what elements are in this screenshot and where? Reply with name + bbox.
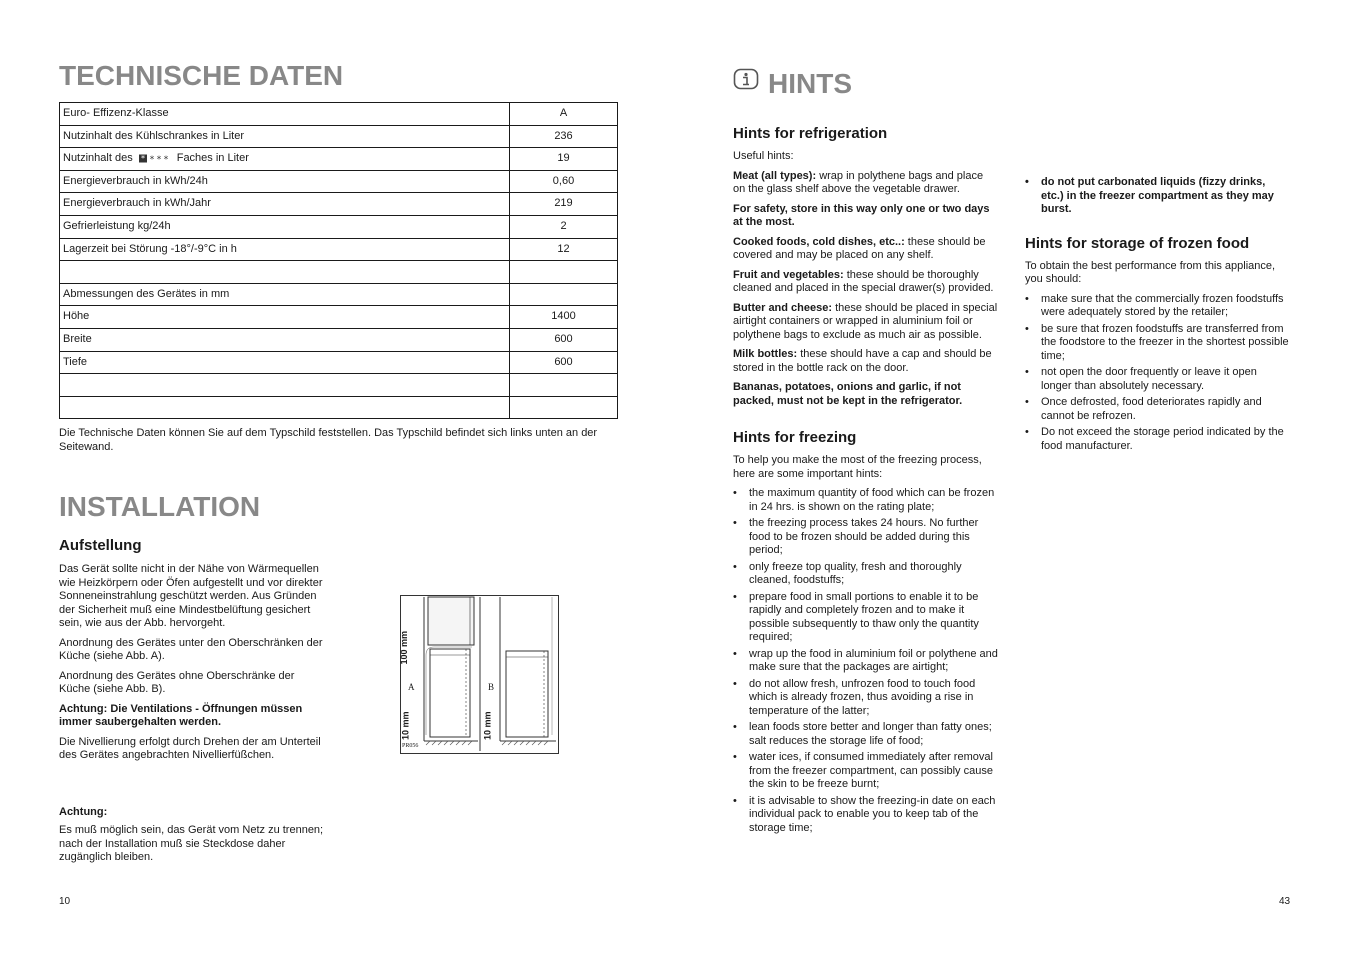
spec-row xyxy=(60,193,618,216)
spec-label: Energieverbrauch in kWh/24h xyxy=(60,170,510,193)
frozen-intro: To obtain the best performance from this appliance, you should: xyxy=(1025,259,1276,285)
spec-row xyxy=(60,238,618,261)
hints-column-2 xyxy=(1025,176,1290,456)
refrigeration-heading: Hints for refrigeration xyxy=(733,125,888,142)
spec-label: Tiefe xyxy=(60,351,510,374)
hint-carbonated: • do not put carbonated liquids (fizzy drinks, etc.) in the freezer compartment as they may burst. xyxy=(1025,176,1290,217)
spec-value: 2 xyxy=(510,215,618,238)
spec-row xyxy=(60,351,618,374)
hint-safety: For safety, store in this way only one or two days at the most. xyxy=(733,202,990,228)
freezing-list-item: • do not allow fresh, unfrozen food to touch food which is already frozen, thus avoiding a rise in temperature of the latter; xyxy=(733,678,998,719)
freezing-list-item: • the maximum quantity of food which can be frozen in 24 hrs. is shown on the rating plate; xyxy=(733,487,998,514)
installation-para-2: Anordnung des Gerätes unter den Oberschränken der Küche (siehe Abb. A). xyxy=(59,636,323,662)
spec-value: 600 xyxy=(510,351,618,374)
spec-label: Breite xyxy=(60,328,510,351)
spec-row xyxy=(60,328,618,351)
achtung-label: Achtung: xyxy=(59,806,108,818)
label-b: B xyxy=(488,682,495,692)
label-100mm: 100 mm xyxy=(399,630,410,665)
spec-value: 19 xyxy=(510,148,618,171)
spec-value: 600 xyxy=(510,328,618,351)
freezer-star-icon xyxy=(139,154,171,163)
page-number-right: 43 xyxy=(1279,896,1291,907)
achtung-text: Es muß möglich sein, das Gerät vom Netz zu trennen; nach der Installation muß sie Steckdose daher zugänglich bleiben. xyxy=(59,824,324,863)
spec-label xyxy=(60,396,510,419)
freezing-list xyxy=(733,487,998,835)
hint-meat: Meat (all types): wrap in polythene bags and place on the glass shelf above the vegetable drawer. xyxy=(733,169,984,195)
spec-label: Nutzinhalt des * * * * Faches in Liter xyxy=(60,148,510,171)
frozen-list-item: • be sure that frozen foodstuffs are transferred from the foodstore to the freezer in the shortest possible time; xyxy=(1025,323,1290,364)
freezing-heading: Hints for freezing xyxy=(733,429,857,446)
freezing-list-item: • it is advisable to show the freezing-in date on each individual pack to enable you to keep tab of the storage time; xyxy=(733,795,998,836)
hint-cooked: Cooked foods, cold dishes, etc..: these should be covered and may be placed on any shelf. xyxy=(733,235,986,261)
spec-table-wrapper xyxy=(59,102,618,419)
spec-value: 236 xyxy=(510,125,618,148)
svg-text:*: * xyxy=(149,154,154,163)
svg-text:*: * xyxy=(156,154,161,163)
info-icon xyxy=(733,68,761,92)
installation-warning: Achtung: Die Ventilations - Öffnungen müssen immer saubergehalten werden. xyxy=(59,702,303,728)
spec-note: Die Technische Daten können Sie auf dem Typschild feststellen. Das Typschild befindet sich links unten an der Seitewand. xyxy=(59,427,598,453)
freezing-list-item: • lean foods store better and longer than fatty ones; salt reduces the storage life of food; xyxy=(733,721,998,748)
label-a: A xyxy=(408,682,415,692)
hint-fruit: Fruit and vegetables: these should be thoroughly cleaned and placed in the special drawer(s) provided. xyxy=(733,268,994,294)
installation-para-5: Die Nivellierung erfolgt durch Drehen der am Unterteil des Gerätes angebrachten Nivellierfüßchen. xyxy=(59,735,321,761)
spec-row xyxy=(60,215,618,238)
hint-bananas: Bananas, potatoes, onions and garlic, if not packed, must not be kept in the refrigerator. xyxy=(733,381,963,407)
spec-label: Energieverbrauch in kWh/Jahr xyxy=(60,193,510,216)
spec-value xyxy=(510,283,618,306)
freezing-list-item: • wrap up the food in aluminium foil or polythene and make sure that the packages are airtight; xyxy=(733,648,998,675)
svg-text:*: * xyxy=(140,154,145,163)
frozen-heading: Hints for storage of frozen food xyxy=(1025,234,1250,252)
hint-milk: Milk bottles: these should have a cap and should be stored in the bottle rack on the door. xyxy=(733,348,992,374)
spec-row xyxy=(60,148,618,171)
frozen-list-item: • not open the door frequently or leave it open longer than absolutely necessary. xyxy=(1025,366,1290,393)
freezing-list-item: • only freeze top quality, fresh and thoroughly cleaned, foodstuffs; xyxy=(733,561,998,588)
installation-diagram xyxy=(400,595,559,754)
spec-row xyxy=(60,261,618,284)
svg-text:*: * xyxy=(163,154,168,163)
freezing-list-item: • water ices, if consumed immediately after removal from the freezer compartment, can possibly cause the skin to be freeze burnt; xyxy=(733,751,998,792)
installation-text xyxy=(59,563,324,769)
installation-para-1: Das Gerät sollte nicht in der Nähe von Wärmequellen wie Heizkörpern oder Öfen aufgestellt und vor direkter Sonneneinstrahlung geschützt werden. Aus Gründen der Sicherheit muß eine Mindestbelüftung gesichert sein, wie aus der Abb. hervorgeht. xyxy=(59,563,323,629)
spec-row xyxy=(60,396,618,419)
installation-diagram-svg xyxy=(400,595,559,754)
spec-value: 219 xyxy=(510,193,618,216)
spec-value: 0,60 xyxy=(510,170,618,193)
freezing-intro: To help you make the most of the freezing process, here are some important hints: xyxy=(733,454,982,480)
spec-row xyxy=(60,103,618,126)
spec-row xyxy=(60,125,618,148)
label-10mm-b: 10 mm xyxy=(482,711,493,741)
carbonated-list xyxy=(1025,176,1290,217)
useful-hints: Useful hints: xyxy=(733,150,794,162)
freezing-list-item: • the freezing process takes 24 hours. No further food to be frozen should be added during this period; xyxy=(733,517,998,558)
frozen-list-item: • Do not exceed the storage period indicated by the food manufacturer. xyxy=(1025,426,1290,453)
spec-label: Euro- Effizenz-Klasse xyxy=(60,103,510,126)
page-number-left: 10 xyxy=(59,896,71,907)
spec-label: Lagerzeit bei Störung -18°/-9°C in h xyxy=(60,238,510,261)
spec-value: A xyxy=(510,103,618,126)
spec-value: 1400 xyxy=(510,306,618,329)
frozen-list xyxy=(1025,293,1290,454)
spec-value xyxy=(510,396,618,419)
spec-label xyxy=(60,374,510,397)
spec-value xyxy=(510,374,618,397)
spec-label: Abmessungen des Gerätes in mm xyxy=(60,283,510,306)
spec-label: Höhe xyxy=(60,306,510,329)
installation-title: INSTALLATION xyxy=(59,491,261,522)
spec-label: Nutzinhalt des Kühlschrankes in Liter xyxy=(60,125,510,148)
spec-row xyxy=(60,283,618,306)
frozen-list-item: • make sure that the commercially frozen foodstuffs were adequately stored by the retailer; xyxy=(1025,293,1290,320)
spec-row xyxy=(60,306,618,329)
spec-row xyxy=(60,170,618,193)
spec-label xyxy=(60,261,510,284)
spec-value xyxy=(510,261,618,284)
spec-table xyxy=(59,102,618,419)
spec-label: Gefrierleistung kg/24h xyxy=(60,215,510,238)
hint-butter: Butter and cheese: these should be placed in special airtight containers or wrapped in aluminium foil or polythene bags to exclude as much air as possible. xyxy=(733,301,998,341)
installation-para-3: Anordnung des Gerätes ohne Oberschränke der Küche (siehe Abb. B). xyxy=(59,669,295,695)
freezing-list-item: • prepare food in small portions to enable it to be rapidly and completely frozen and to make it possible subsequently to thaw only the quantity required; xyxy=(733,591,998,645)
spec-row xyxy=(60,374,618,397)
aufstellung-heading: Aufstellung xyxy=(59,537,142,554)
hints-column-1 xyxy=(733,125,998,838)
technical-data-title: TECHNISCHE DATEN xyxy=(59,60,344,91)
figure-code: PR056 xyxy=(402,743,419,749)
spec-value: 12 xyxy=(510,238,618,261)
frozen-list-item: • Once defrosted, food deteriorates rapidly and cannot be refrozen. xyxy=(1025,396,1290,423)
label-10mm-a: 10 mm xyxy=(400,711,411,741)
hints-title: HINTS xyxy=(768,68,852,99)
